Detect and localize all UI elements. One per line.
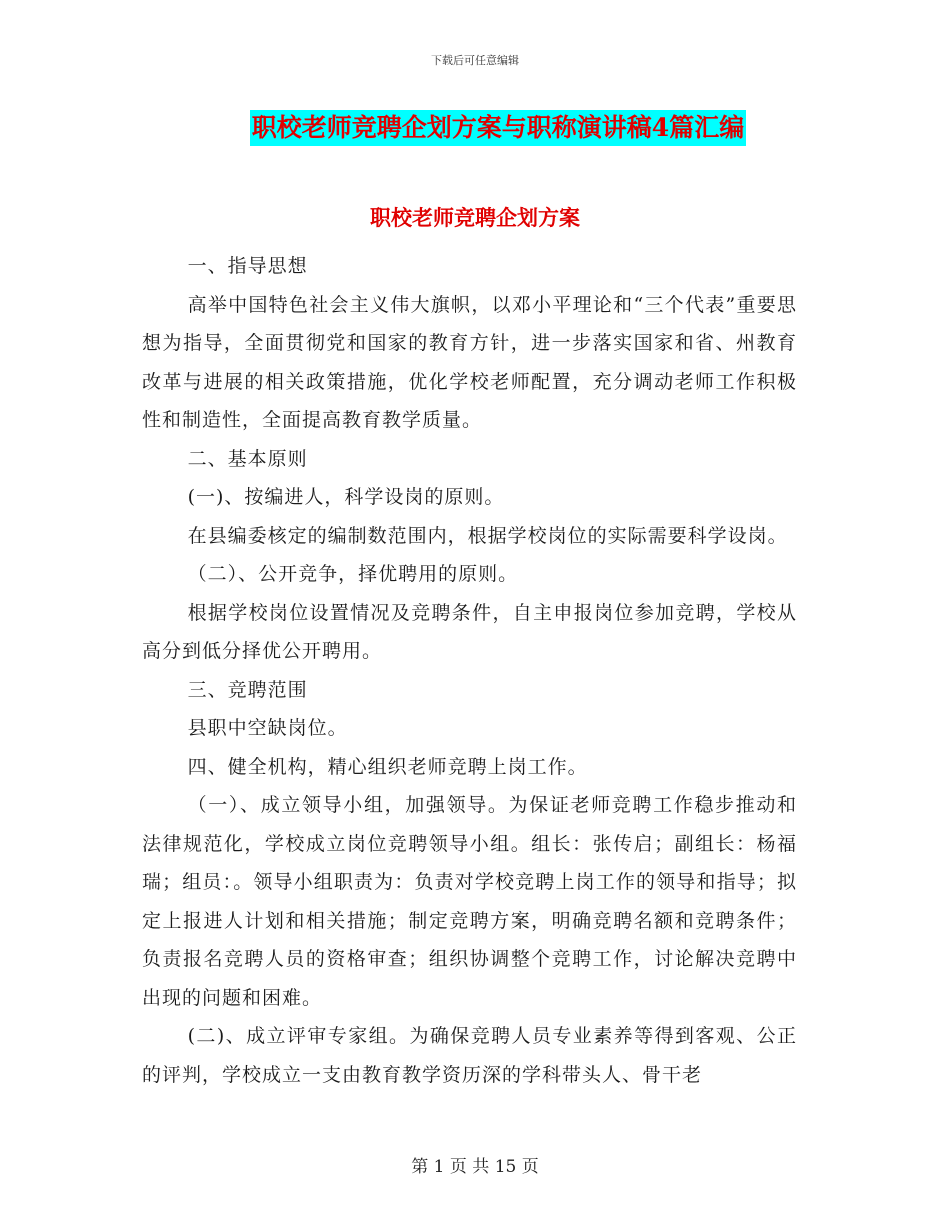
document-title: 职校老师竞聘企划方案与职称演讲稿4篇汇编 <box>250 110 746 146</box>
paragraph: （一）、成立领导小组，加强领导。为保证老师竞聘工作稳步推动和法律规范化，学校成立岗位竞聘领导小组。组长：张传启；副组长：杨福瑞；组员：。领导小组职责为：负责对学校竞聘上岗工作的领导和指导；拟定上报进人计划和相关措施；制定竞聘方案，明确竞聘名额和竞聘条件；负责报名竞聘人员的资格审查；组织协调整个竞聘工作，讨论解决竞聘中出现的问题和困难。 <box>142 794 797 1009</box>
page-footer: 第 1 页 共 15 页 <box>411 1157 539 1177</box>
subheading: (一)、按编进人，科学设岗的原则。 <box>187 486 505 508</box>
paragraph: 高举中国特色社会主义伟大旗帜，以邓小平理论和“三个代表”重要思想为指导，全面贯彻党和国家的教育方针，进一步落实国家和省、州教育改革与进展的相关政策措施，优化学校老师配置，充分调动老师工作积极性和制造性，全面提高教育教学质量。 <box>142 293 797 431</box>
paragraph: 县职中空缺岗位。 <box>187 717 348 739</box>
document-title-container <box>0 110 950 146</box>
document-body <box>142 247 797 1094</box>
heading-basic-principles: 二、基本原则 <box>187 447 308 470</box>
paragraph: 根据学校岗位设置情况及竞聘条件，自主申报岗位参加竞聘，学校从高分到低分择优公开聘用。 <box>142 601 797 662</box>
heading-organization: 四、健全机构，精心组织老师竞聘上岗工作。 <box>187 755 588 778</box>
heading-guiding-ideology: 一、指导思想 <box>187 255 308 277</box>
section-title: 职校老师竞聘企划方案 <box>370 205 580 230</box>
subheading: （二）、公开竞争，择优聘用的原则。 <box>187 563 519 585</box>
paragraph: 在县编委核定的编制数范围内，根据学校岗位的实际需要科学设岗。 <box>187 524 788 547</box>
paragraph: (二)、成立评审专家组。为确保竞聘人员专业素养等得到客观、公正的评判，学校成立一支由教育教学资历深的学科带头人、骨干老 <box>142 1025 797 1086</box>
header-note: 下载后可任意编辑 <box>431 54 519 67</box>
heading-scope: 三、竞聘范围 <box>187 678 308 701</box>
